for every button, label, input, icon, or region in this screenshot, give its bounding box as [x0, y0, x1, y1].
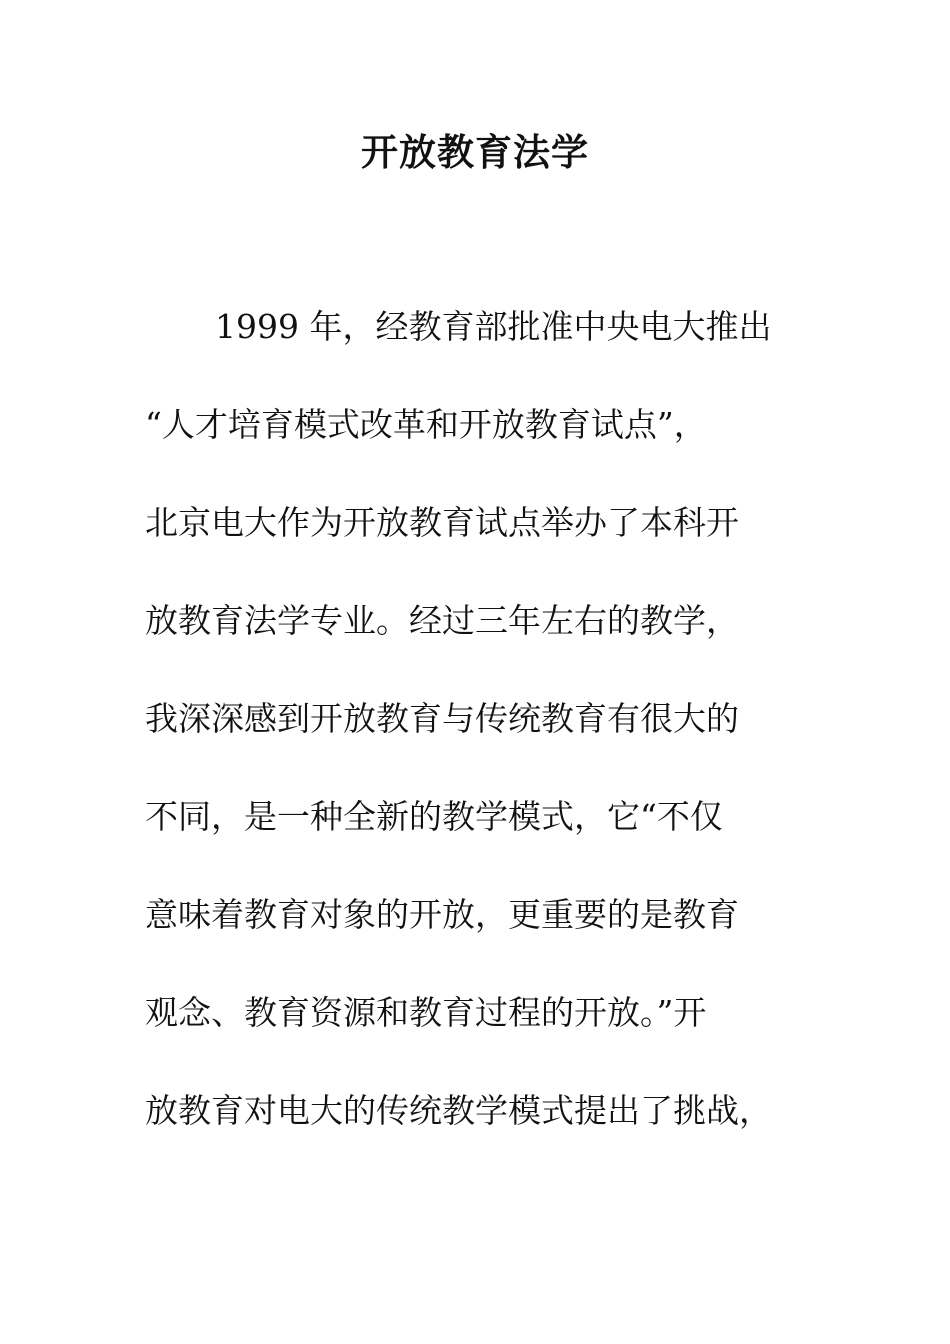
text-line: 意味着教育对象的开放，更重要的是教育 [145, 895, 739, 934]
text-line: 放教育对电大的传统教学模式提出了挑战， [145, 1091, 772, 1130]
text-line: “人才培育模式改革和开放教育试点”， [145, 405, 707, 444]
text-line: 观念、教育资源和教育过程的开放。”开 [145, 993, 707, 1032]
text-line: 1999 年，经教育部批准中央电大推出 [215, 307, 772, 346]
text-line: 放教育法学专业。经过三年左右的教学， [145, 601, 739, 640]
text-line: 我深深感到开放教育与传统教育有很大的 [145, 699, 739, 738]
document-body [145, 302, 845, 1184]
text-line: 北京电大作为开放教育试点举办了本科开 [145, 503, 739, 542]
document-title: 开放教育法学 [361, 130, 589, 174]
text-line: 不同，是一种全新的教学模式，它“不仅 [145, 797, 723, 836]
